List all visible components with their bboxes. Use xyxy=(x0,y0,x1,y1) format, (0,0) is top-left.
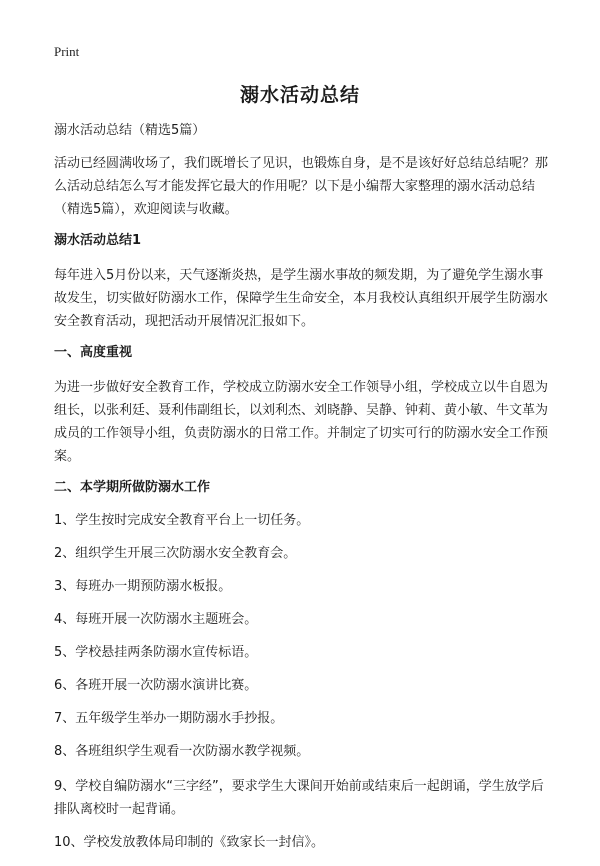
list-item: 10、学校发放教体局印制的《致家长一封信》。 xyxy=(54,835,325,850)
list-item: 1、学生按时完成安全教育平台上一切任务。 xyxy=(54,513,310,528)
list-item: 9、学校自编防溺水“三字经”，要求学生大课间开始前或结束后一起朗诵，学生放学后排队离校时一起背诵。 xyxy=(54,779,544,817)
part-heading: 一、高度重视 xyxy=(54,345,133,360)
part-paragraph: 为进一步做好安全教育工作，学校成立防溺水安全工作领导小组，学校成立以牛自恩为组长，以张利廷、聂利伟副组长，以刘利杰、刘晓静、吴静、钟莉、黄小敏、牛文革为成员的工作领导小组，负责防溺水的日常工作。并制定了切实可行的防溺水安全工作预案。 xyxy=(54,380,549,464)
list-item: 4、每班开展一次防溺水主题班会。 xyxy=(54,612,258,627)
list-item: 8、各班组织学生观看一次防溺水教学视频。 xyxy=(54,744,310,759)
part-heading: 二、本学期所做防溺水工作 xyxy=(54,480,211,495)
list-item: 2、组织学生开展三次防溺水安全教育会。 xyxy=(54,546,297,561)
list-item: 7、五年级学生举办一期防溺水手抄报。 xyxy=(54,711,284,726)
page-title: 溺水活动总结 xyxy=(239,84,360,106)
article-subtitle: 溺水活动总结（精选5篇） xyxy=(54,123,206,138)
list-item: 6、各班开展一次防溺水演讲比赛。 xyxy=(54,678,258,693)
section-paragraph: 每年进入5月份以来，天气逐渐炎热，是学生溺水事故的频发期，为了避免学生溺水事故发生，切实做好防溺水工作，保障学生生命安全，本月我校认真组织开展学生防溺水安全教育活动，现把活动开展情况汇报如下。 xyxy=(54,268,549,329)
list-item: 3、每班办一期预防溺水板报。 xyxy=(54,579,232,594)
print-link[interactable]: Print xyxy=(54,44,80,59)
section-heading: 溺水活动总结1 xyxy=(54,233,142,248)
intro-paragraph: 活动已经圆满收场了，我们既增长了见识，也锻炼自身，是不是该好好总结总结呢？那么活动总结怎么写才能发挥它最大的作用呢？以下是小编帮大家整理的溺水活动总结（精选5篇），欢迎阅读与收藏。 xyxy=(54,156,549,217)
article-body xyxy=(54,122,550,866)
list-item: 5、学校悬挂两条防溺水宣传标语。 xyxy=(54,645,258,660)
